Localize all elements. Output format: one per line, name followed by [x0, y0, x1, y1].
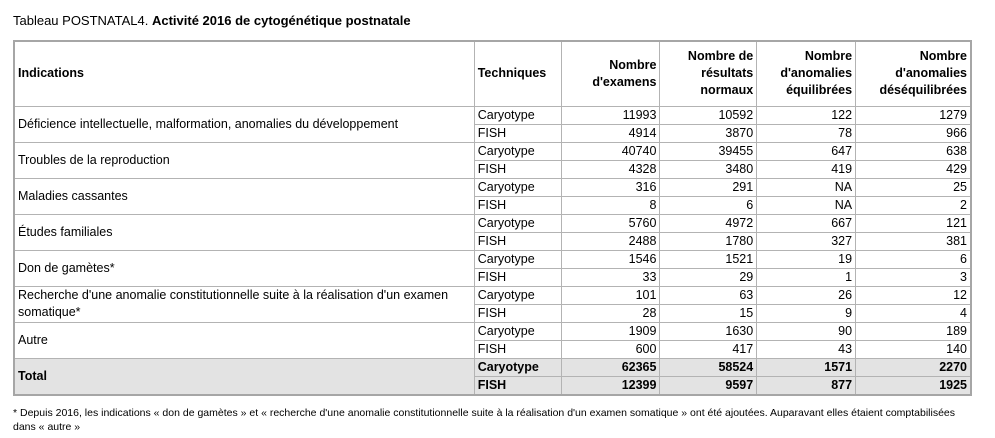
desequilibrees-cell: 140	[856, 340, 971, 358]
indication-cell: Maladies cassantes	[14, 178, 474, 214]
examens-cell: 600	[561, 340, 660, 358]
normaux-cell: 1521	[660, 250, 757, 268]
normaux-cell: 63	[660, 286, 757, 304]
desequilibrees-cell: 12	[856, 286, 971, 304]
desequilibrees-cell: 1925	[856, 376, 971, 395]
header-indications: Indications	[14, 41, 474, 106]
normaux-cell: 4972	[660, 214, 757, 232]
technique-cell: FISH	[474, 232, 561, 250]
technique-cell: Caryotype	[474, 178, 561, 196]
technique-cell: Caryotype	[474, 358, 561, 376]
table-row	[14, 178, 971, 196]
indication-cell: Total	[14, 358, 474, 395]
technique-cell: FISH	[474, 376, 561, 395]
footnote: * Depuis 2016, les indications « don de gamètes » et « recherche d'une anomalie constitutionnelle suite à la réalisation d'un examen somatique » ont été ajoutées. Auparavant elles étaient comptabilisées dans « autre »	[13, 407, 956, 433]
table-row	[14, 106, 971, 124]
indication-cell: Autre	[14, 322, 474, 358]
header-techniques: Techniques	[474, 41, 561, 106]
normaux-cell: 6	[660, 196, 757, 214]
header-desequilibrees: Nombre d'anomalies déséquilibrées	[856, 41, 971, 106]
desequilibrees-cell: 189	[856, 322, 971, 340]
examens-cell: 4328	[561, 160, 660, 178]
normaux-cell: 10592	[660, 106, 757, 124]
examens-cell: 316	[561, 178, 660, 196]
normaux-cell: 1630	[660, 322, 757, 340]
header-examens: Nombre d'examens	[561, 41, 660, 106]
technique-cell: Caryotype	[474, 106, 561, 124]
indication-cell: Don de gamètes*	[14, 250, 474, 286]
header-row	[14, 41, 971, 106]
equilibrees-cell: 122	[757, 106, 856, 124]
equilibrees-cell: 327	[757, 232, 856, 250]
indication-cell: Déficience intellectuelle, malformation, anomalies du développement	[14, 106, 474, 142]
desequilibrees-cell: 429	[856, 160, 971, 178]
technique-cell: FISH	[474, 304, 561, 322]
equilibrees-cell: 419	[757, 160, 856, 178]
desequilibrees-cell: 1279	[856, 106, 971, 124]
normaux-cell: 39455	[660, 142, 757, 160]
desequilibrees-cell: 966	[856, 124, 971, 142]
equilibrees-cell: 19	[757, 250, 856, 268]
normaux-cell: 3480	[660, 160, 757, 178]
equilibrees-cell: NA	[757, 196, 856, 214]
desequilibrees-cell: 6	[856, 250, 971, 268]
examens-cell: 101	[561, 286, 660, 304]
table-title	[13, 13, 411, 28]
indication-cell: Études familiales	[14, 214, 474, 250]
examens-cell: 12399	[561, 376, 660, 395]
header-normaux: Nombre de résultats normaux	[660, 41, 757, 106]
normaux-cell: 3870	[660, 124, 757, 142]
normaux-cell: 417	[660, 340, 757, 358]
indication-cell: Recherche d'une anomalie constitutionnelle suite à la réalisation d'un examen somatique*	[14, 286, 474, 322]
equilibrees-cell: 1	[757, 268, 856, 286]
technique-cell: Caryotype	[474, 142, 561, 160]
postnatal-activity-table	[13, 40, 972, 396]
examens-cell: 11993	[561, 106, 660, 124]
equilibrees-cell: NA	[757, 178, 856, 196]
table-row	[14, 214, 971, 232]
table-row	[14, 142, 971, 160]
examens-cell: 40740	[561, 142, 660, 160]
table-title-prefix: Tableau POSTNATAL4.	[13, 13, 149, 28]
table-body	[14, 106, 971, 395]
equilibrees-cell: 647	[757, 142, 856, 160]
normaux-cell: 9597	[660, 376, 757, 395]
desequilibrees-cell: 2270	[856, 358, 971, 376]
desequilibrees-cell: 121	[856, 214, 971, 232]
equilibrees-cell: 1571	[757, 358, 856, 376]
examens-cell: 1546	[561, 250, 660, 268]
table-title-main: Activité 2016 de cytogénétique postnatale	[151, 13, 411, 28]
table-row	[14, 322, 971, 340]
technique-cell: Caryotype	[474, 286, 561, 304]
equilibrees-cell: 26	[757, 286, 856, 304]
desequilibrees-cell: 25	[856, 178, 971, 196]
desequilibrees-cell: 381	[856, 232, 971, 250]
examens-cell: 5760	[561, 214, 660, 232]
table-row	[14, 250, 971, 268]
examens-cell: 8	[561, 196, 660, 214]
examens-cell: 4914	[561, 124, 660, 142]
examens-cell: 28	[561, 304, 660, 322]
normaux-cell: 29	[660, 268, 757, 286]
equilibrees-cell: 877	[757, 376, 856, 395]
examens-cell: 62365	[561, 358, 660, 376]
equilibrees-cell: 78	[757, 124, 856, 142]
technique-cell: Caryotype	[474, 214, 561, 232]
normaux-cell: 1780	[660, 232, 757, 250]
equilibrees-cell: 43	[757, 340, 856, 358]
equilibrees-cell: 667	[757, 214, 856, 232]
equilibrees-cell: 9	[757, 304, 856, 322]
desequilibrees-cell: 2	[856, 196, 971, 214]
indication-cell: Troubles de la reproduction	[14, 142, 474, 178]
technique-cell: FISH	[474, 124, 561, 142]
equilibrees-cell: 90	[757, 322, 856, 340]
desequilibrees-cell: 3	[856, 268, 971, 286]
technique-cell: FISH	[474, 268, 561, 286]
table-row	[14, 358, 971, 376]
examens-cell: 2488	[561, 232, 660, 250]
technique-cell: Caryotype	[474, 250, 561, 268]
technique-cell: Caryotype	[474, 322, 561, 340]
examens-cell: 33	[561, 268, 660, 286]
examens-cell: 1909	[561, 322, 660, 340]
normaux-cell: 15	[660, 304, 757, 322]
desequilibrees-cell: 4	[856, 304, 971, 322]
header-equilibrees: Nombre d'anomalies équilibrées	[757, 41, 856, 106]
normaux-cell: 58524	[660, 358, 757, 376]
technique-cell: FISH	[474, 340, 561, 358]
normaux-cell: 291	[660, 178, 757, 196]
technique-cell: FISH	[474, 160, 561, 178]
table-row	[14, 286, 971, 304]
technique-cell: FISH	[474, 196, 561, 214]
desequilibrees-cell: 638	[856, 142, 971, 160]
